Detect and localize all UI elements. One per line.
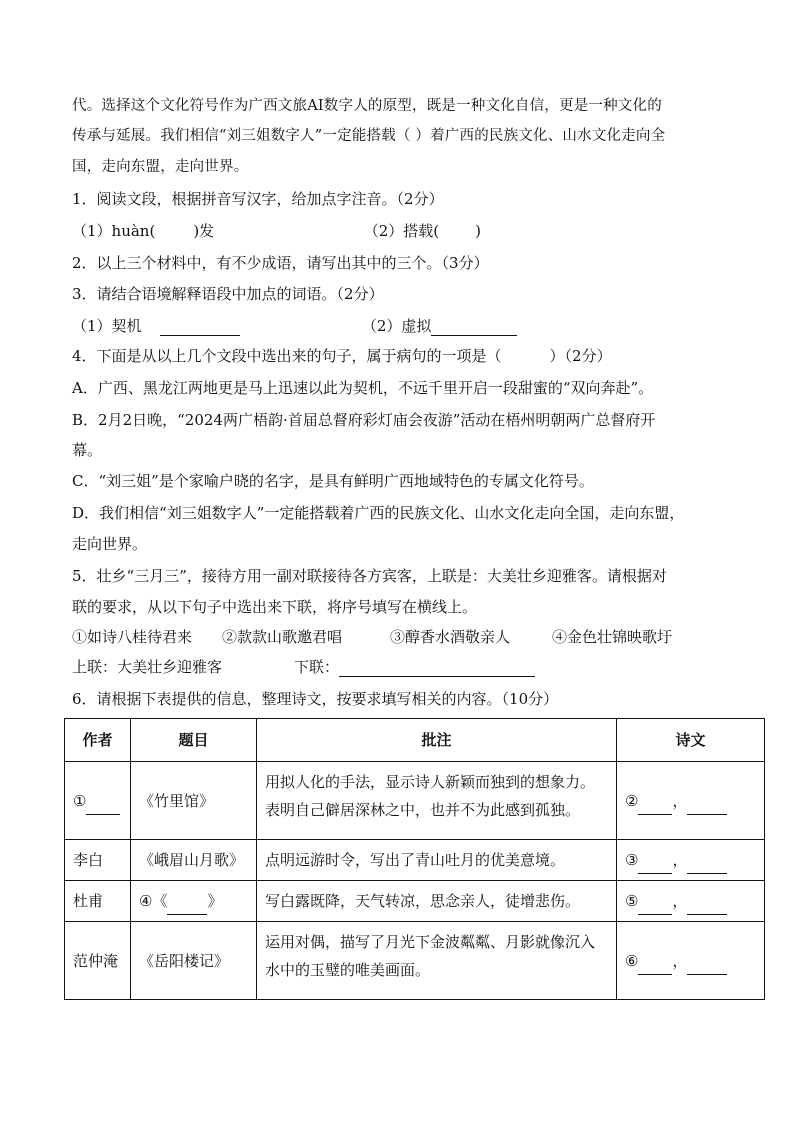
table-header-row (65, 719, 765, 762)
cell-title (131, 881, 257, 922)
cell-title: 《岳阳楼记》 (131, 922, 257, 1000)
cell-author: 范仲淹 (65, 922, 131, 1000)
poem-number: ② (625, 791, 639, 810)
q5-stem-line1: 5．壮乡“三月三”，接待方用一副对联接待各方宾客，上联是：大美壮乡迎雅客。请根据对 (72, 567, 667, 585)
author-number: ① (73, 791, 87, 810)
q4-stem-prefix: 4．下面是从以上几个文段中选出来的句子，属于病句的一项是（ (72, 347, 502, 365)
poem-blank-1[interactable] (638, 857, 672, 874)
title-blank[interactable] (167, 898, 207, 915)
poem-blank-2[interactable] (687, 798, 727, 815)
q4-stem (72, 346, 732, 366)
author-blank[interactable] (86, 798, 120, 815)
poem-number: ③ (625, 851, 639, 869)
cell-author (65, 762, 131, 840)
table-row (65, 762, 765, 840)
title-suffix: 》 (207, 892, 223, 910)
q3-part2-answer[interactable] (431, 319, 517, 336)
intro-line-1: 代。选择这个文化符号作为广西文旅AI数字人的原型，既是一种文化自信，更是一种文化的 (72, 98, 662, 114)
q4-option-b-line2: 幕。 (72, 441, 103, 459)
intro-line-3: 国，走向东盟，走向世界。 (72, 159, 249, 175)
q5-choices (72, 627, 732, 647)
cell-note: 用拟人化的手法，显示诗人新颖而独到的想象力。表明自己僻居深林之中，也并不为此感到孤独。 (257, 762, 617, 840)
cell-poem (617, 762, 765, 840)
title-prefix: ④《 (139, 892, 168, 910)
q3-part1-answer[interactable] (160, 319, 240, 336)
cell-poem (617, 881, 765, 922)
cell-author: 李白 (65, 840, 131, 881)
cell-note: 点明远游时令，写出了青山吐月的优美意境。 (257, 840, 617, 881)
table-row (65, 840, 765, 881)
q1-part1-prefix: （1）huàn( (72, 222, 156, 240)
q3-part1-label: （1）契机 (72, 317, 142, 335)
q5-choice-4: ④金色壮锦映歌圩 (552, 628, 673, 646)
q5-choice-3: ③醇香水酒敬亲人 (390, 628, 511, 646)
header-note: 批注 (257, 719, 617, 762)
q5-choice-1: ①如诗八桂待君来 (72, 628, 193, 646)
q1-part1-suffix: )发 (193, 222, 215, 240)
q1-stem: 1．阅读文段，根据拼音写汉字，给加点字注音。（2分） (72, 190, 444, 208)
cell-author: 杜甫 (65, 881, 131, 922)
q5-upper-line: 上联：大美壮乡迎雅客 (72, 658, 223, 676)
poem-table (64, 718, 765, 1000)
q1-part2-prefix: （2）搭载( (363, 222, 440, 240)
poem-blank-2[interactable] (687, 958, 727, 975)
q5-choice-2: ②款款山歌邀君唱 (222, 628, 343, 646)
poem-blank-2[interactable] (687, 898, 727, 915)
q2-stem: 2．以上三个材料中，有不少成语，请写出其中的三个。（3分） (72, 254, 489, 272)
intro-line-2: 传承与延展。我们相信“刘三姐数字人”一定能搭载（ ）着广西的民族文化、山水文化走向全 (72, 128, 666, 144)
poem-number: ⑥ (625, 951, 639, 970)
poem-separator: ， (672, 951, 688, 970)
poem-blank-1[interactable] (638, 958, 672, 975)
q3-stem: 3．请结合语境解释语段中加点的词语。（2分） (72, 285, 384, 303)
cell-note: 运用对偶，描写了月光下金波粼粼、月影就像沉入水中的玉璧的唯美画面。 (257, 922, 617, 1000)
q4-option-d-line1: D．我们相信“刘三姐数字人”一定能搭载着广西的民族文化、山水文化走向全国，走向东盟， (72, 504, 685, 522)
cell-title: 《峨眉山月歌》 (131, 840, 257, 881)
poem-separator: ， (672, 851, 688, 869)
q3-part2-label: （2）虚拟 (361, 317, 432, 335)
q5-couplet (72, 657, 732, 677)
table-row (65, 922, 765, 1000)
poem-number: ⑤ (625, 892, 639, 910)
poem-blank-1[interactable] (638, 798, 672, 815)
cell-note: 写白露既降，天气转凉，思念亲人，徒增悲伤。 (257, 881, 617, 922)
cell-title: 《竹里馆》 (131, 762, 257, 840)
q4-option-b-line1: B．2月2日晚，“2024两广梧韵·首届总督府彩灯庙会夜游”活动在梧州明朝两广总督府开 (72, 411, 656, 429)
q4-option-d-line2: 走向世界。 (72, 535, 148, 553)
q5-lower-label: 下联： (294, 658, 340, 676)
q5-stem-line2: 联的要求，从以下句子中选出来下联，将序号填写在横线上。 (72, 598, 478, 616)
poem-blank-2[interactable] (687, 857, 727, 874)
cell-poem (617, 922, 765, 1000)
table-row (65, 881, 765, 922)
q1-parts (72, 221, 732, 241)
q3-parts (72, 316, 732, 336)
q5-lower-answer[interactable] (339, 660, 535, 677)
q4-option-c: C．“刘三姐”是个家喻户晓的名字，是具有鲜明广西地域特色的专属文化符号。 (72, 472, 594, 490)
poem-separator: ， (672, 791, 688, 810)
q6-stem: 6．请根据下表提供的信息，整理诗文，按要求填写相关的内容。（10分） (72, 690, 559, 708)
cell-poem (617, 840, 765, 881)
header-poem: 诗文 (617, 719, 765, 762)
q4-stem-suffix: ）（2分） (549, 347, 612, 365)
q1-part2-suffix: ) (475, 222, 482, 240)
header-title: 题目 (131, 719, 257, 762)
q4-option-a: A．广西、黑龙江两地更是马上迅速以此为契机，不远千里开启一段甜蜜的“双向奔赴”。 (72, 379, 654, 397)
header-author: 作者 (65, 719, 131, 762)
poem-blank-1[interactable] (638, 898, 672, 915)
poem-separator: ， (672, 892, 688, 910)
